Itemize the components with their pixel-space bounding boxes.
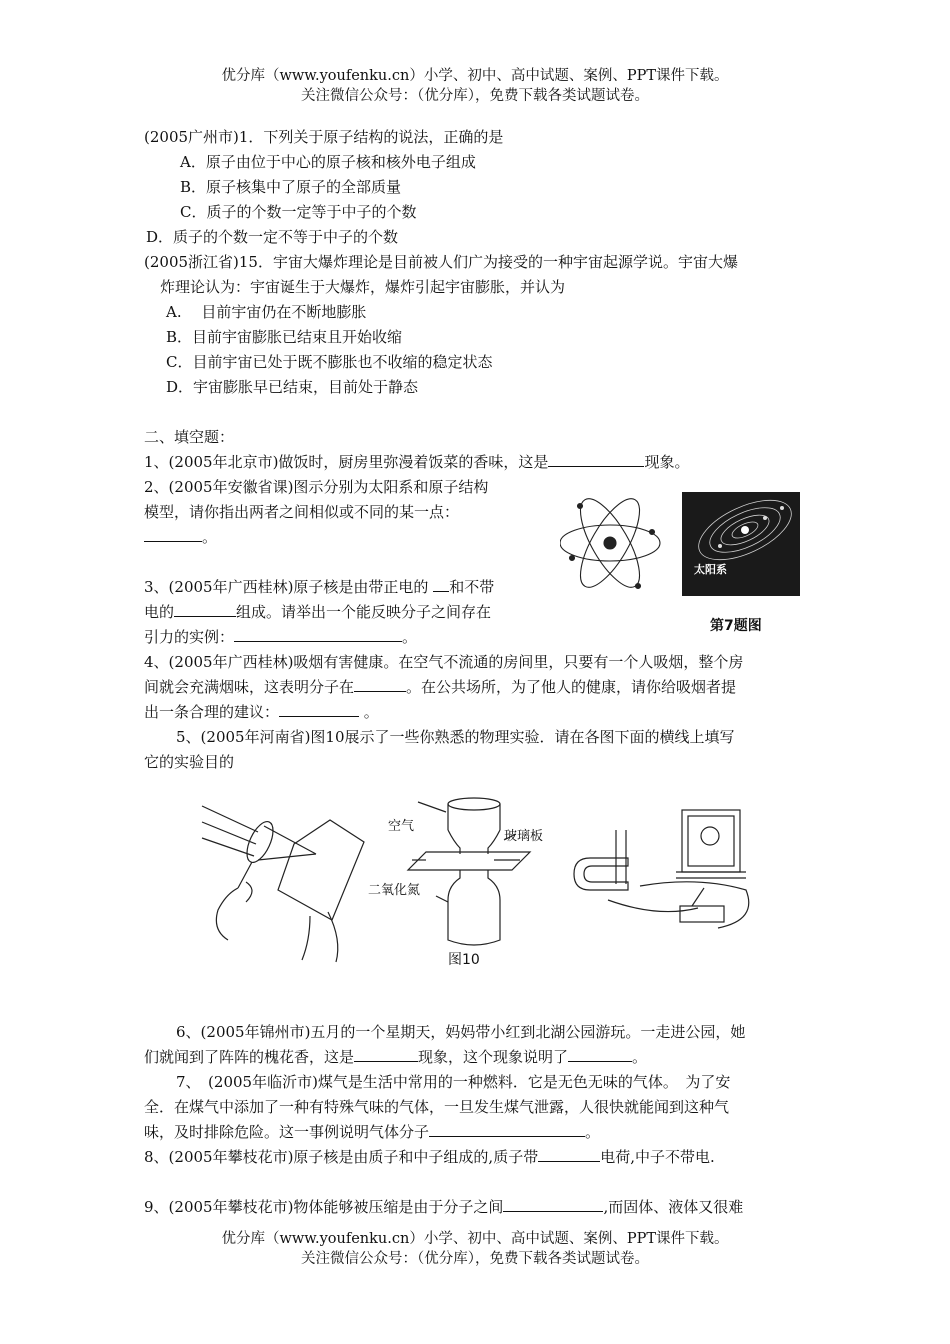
fill-q4-line3: 出一条合理的建议： 。 (144, 703, 379, 721)
fill-q4-line1: 4、(2005年广西桂林)吸烟有害健康。在空气不流通的房间里，只要有一个人吸烟，整个房 (144, 653, 744, 671)
mcq2-stem-line2: 炸理论认为：宇宙诞生于大爆炸，爆炸引起宇宙膨胀，并认为 (160, 278, 566, 296)
fill-q5-line1: 5、(2005年河南省)图10展示了一些你熟悉的物理实验．请在各图下面的横线上填写 (176, 728, 735, 746)
header-line-2: 关注微信公众号：（优分库），免费下载各类试题试卷。 (301, 88, 649, 104)
fill-q7-line1: 7、 (2005年临沂市)煤气是生活中常用的一种燃料．它是无色无味的气体。 为了安 (176, 1073, 731, 1091)
figure-10-caption: 图10 (448, 952, 480, 968)
electromagnetic-experiment-illustration (574, 810, 749, 928)
mcq1-option-a: A．原子由位于中心的原子核和核外电子组成 (180, 153, 476, 171)
fill-q2-line2: 模型，请你指出两者之间相似或不同的某一点： (144, 503, 460, 521)
figure-7-caption: 第7题图 (710, 618, 762, 634)
lens-experiment-illustration (202, 806, 364, 962)
answer-blank[interactable] (144, 526, 202, 542)
answer-blank[interactable] (279, 701, 359, 717)
answer-blank[interactable] (174, 601, 236, 617)
figure-10 (198, 790, 758, 976)
fig10-air-label: 空气 (388, 819, 415, 834)
fill-q1: 1、(2005年北京市)做饭时，厨房里弥漫着饭菜的香味，这是 现象。 (144, 453, 690, 471)
answer-blank[interactable] (548, 451, 644, 467)
fill-q7-line2: 全．在煤气中添加了一种有特殊气味的气体，一旦发生煤气泄露，人很快就能闻到这种气 (144, 1098, 730, 1116)
solar-system-illustration (682, 488, 800, 596)
answer-blank[interactable] (568, 1046, 632, 1062)
figure-7 (560, 488, 804, 638)
gas-diffusion-illustration (408, 798, 530, 945)
mcq1-stem: (2005广州市)1．下列关于原子结构的说法，正确的是 (144, 128, 504, 146)
section-title: 二、填空题： (144, 428, 235, 446)
answer-blank[interactable] (429, 1121, 585, 1137)
mcq1-option-b: B．原子核集中了原子的全部质量 (180, 178, 402, 196)
fill-q2-line3: 。 (144, 526, 217, 548)
fill-q6-line2: 们就闻到了阵阵的槐花香，这是 现象，这个现象说明了 。 (144, 1048, 648, 1066)
footer-line-2: 关注微信公众号：（优分库），免费下载各类试题试卷。 (301, 1251, 649, 1267)
fill-q9: 9、(2005年攀枝花市)物体能够被压缩是由于分子之间 ,而固体、液体又很难 (144, 1198, 744, 1216)
fill-q2-line1: 2、(2005年安徽省课)图示分别为太阳系和原子结构 (144, 478, 489, 496)
answer-blank[interactable] (503, 1196, 603, 1212)
answer-blank[interactable] (354, 676, 406, 692)
fill-q3-line1: 3、(2005年广西桂林)原子核是由带正电的 和不带 (144, 578, 495, 596)
solar-system-label: 太阳系 (694, 563, 727, 576)
footer-line-1: 优分库（www.youfenku.cn）小学、初中、高中试题、案例、PPT课件下载。 (221, 1231, 729, 1247)
answer-blank[interactable] (354, 1046, 418, 1062)
fig10-no2-label: 二氧化氮 (368, 883, 421, 898)
fill-q6-line1: 6、(2005年锦州市)五月的一个星期天，妈妈带小红到北湖公园游玩。一走进公园，她 (176, 1023, 746, 1041)
fill-q5-line2: 它的实验目的 (144, 753, 235, 771)
answer-blank[interactable] (433, 576, 449, 592)
fill-q8: 8、(2005年攀枝花市)原子核是由质子和中子组成的,质子带 电荷,中子不带电. (144, 1148, 715, 1166)
answer-blank[interactable] (538, 1146, 600, 1162)
mcq2-option-c: C．目前宇宙已处于既不膨胀也不收缩的稳定状态 (166, 353, 493, 371)
fill-q3-line2: 电的 组成。请举出一个能反映分子之间存在 (144, 603, 492, 621)
fig10-glass-label: 玻璃板 (504, 829, 544, 844)
mcq2-option-b: B．目前宇宙膨胀已结束且开始收缩 (166, 328, 403, 346)
atom-model-illustration (560, 491, 660, 596)
mcq1-option-d: D．质子的个数一定不等于中子的个数 (146, 228, 399, 246)
mcq2-option-d: D．宇宙膨胀早已结束，目前处于静态 (166, 378, 419, 396)
mcq1-option-c: C．质子的个数一定等于中子的个数 (180, 203, 417, 221)
fill-q4-line2: 间就会充满烟味，这表明分子在 。在公共场所，为了他人的健康，请你给吸烟者提 (144, 678, 737, 696)
fill-q3-line3: 引力的实例： 。 (144, 628, 418, 646)
mcq2-stem-line1: (2005浙江省)15．宇宙大爆炸理论是目前被人们广为接受的一种宇宙起源学说。宇宙大爆 (144, 253, 738, 271)
answer-blank[interactable] (234, 626, 402, 642)
mcq2-option-a: A. 目前宇宙仍在不断地膨胀 (166, 303, 367, 321)
header-line-1: 优分库（www.youfenku.cn）小学、初中、高中试题、案例、PPT课件下载。 (221, 68, 729, 84)
fill-q7-line3: 味，及时排除危险。这一事例说明气体分子 。 (144, 1123, 601, 1141)
